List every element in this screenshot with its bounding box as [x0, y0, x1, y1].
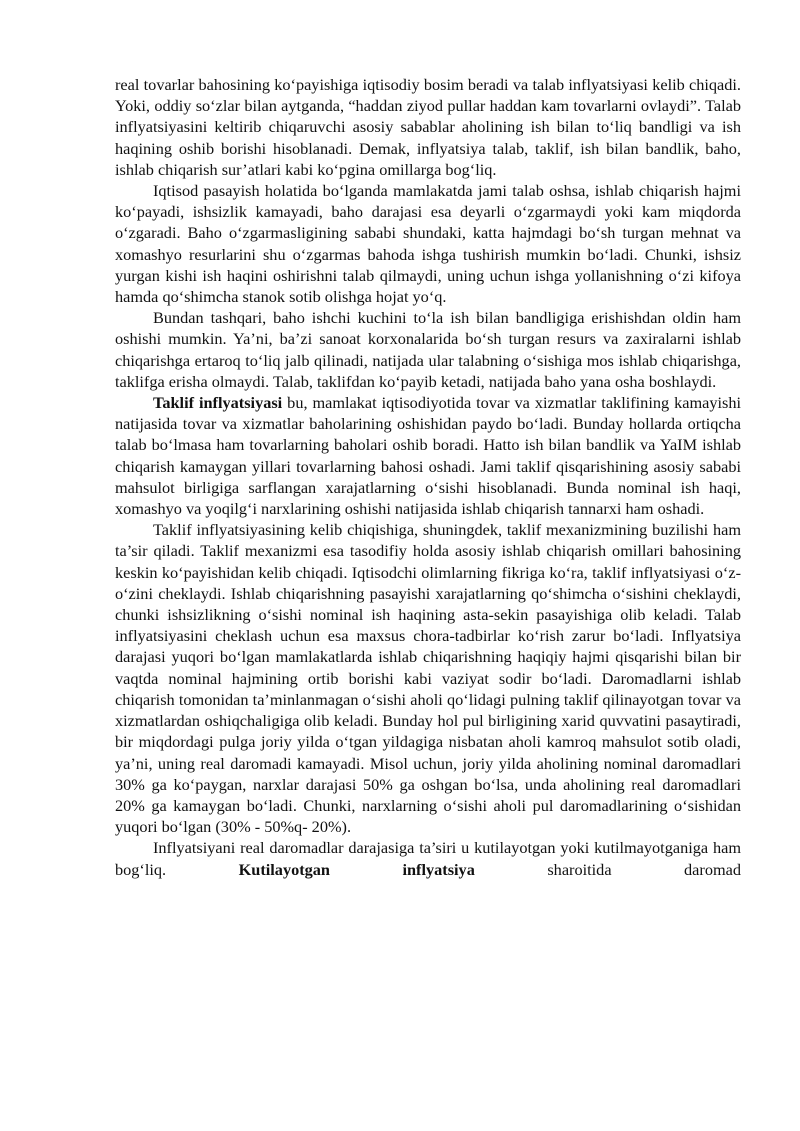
paragraph-1-text: real tovarlar bahosining koʻpayishiga iqtisodiy bosim beradi va talab inflyatsiyasi kelib chiqadi. Yoki, oddiy soʻzlar bilan aytganda, “haddan ziyod pullar haddan kam tovarlarni ovlaydi”. Talab inflyatsiyasini keltirib chiqaruvchi asosiy sabablar aholining ish bilan toʻliq bandligi va ish haqining oshib borishi hisoblanadi. Demak, inflyatsiya talab, taklif, ish bilan bandlik, baho, ishlab chiqarish sur’atlari kabi koʻpgina omillarga bogʻliq.	[115, 75, 741, 179]
paragraph-6-text-start: Inflyatsiyani real daromadlar darajasiga ta’siri u kutilayotgan yoki kutilmayotganiga ham bogʻliq.	[115, 838, 741, 879]
term-expected-inflation: Kutilayotgan inflyatsiya	[238, 859, 475, 879]
paragraph-5-text: Taklif inflyatsiyasining kelib chiqishiga, shuningdek, taklif mexanizmining buzilishi ham ta’sir qiladi. Taklif mexanizmi esa tasodifiy holda asosiy ishlab chiqarish omillari bahosining keskin koʻpayishidan kelib chiqadi. Iqtisodchi olimlarning fikriga koʻra, taklif inflyatsiyasi oʻz-oʻzini cheklaydi. Ishlab chiqarishning pasayishi xarajatlarning qoʻshimcha oʻsishini cheklaydi, chunki ishsizlikning oʻsishi nominal ish haqining asta-sekin pasayishiga olib keladi. Talab inflyatsiyasini cheklash uchun esa maxsus chora-tadbirlar koʻrish zarur boʻladi. Inflyatsiya darajasi yuqori boʻlgan mamlakatlarda ishlab chiqarishning haqiqiy hajmi qisqarishi bilan bir vaqtda nominal hajmining ortib borishi kabi vaziyat sodir boʻladi. Daromadlarni ishlab chiqarish tomonidan ta’minlanmagan oʻsishi aholi qoʻlidagi pulning taklif qilinayotgan tovar va xizmatlardan oshiqchaligiga olib keladi. Bunday hol pul birligining xarid quvvatini pasaytiradi, bir miqdordagi pulga joriy yilda oʻtgan yildagiga nisbatan aholi kamroq mahsulot sotib oladi, ya’ni, uning real daromadi kamayadi. Misol uchun, joriy yilda aholining nominal daromadlari 30% ga koʻpaygan, narxlar darajasi 50% ga oshgan boʻlsa, unda aholining real daromadlari 20% ga kamaygan boʻladi. Chunki, narxlarning oʻsishi aholi pul daromadlarining oʻsishidan yuqori boʻlgan (30% - 50%q- 20%).	[115, 520, 741, 837]
paragraph-6-text-end: sharoitida daromad	[474, 859, 741, 879]
term-supply-inflation: Taklif inflyatsiyasi	[153, 393, 283, 413]
paragraph-2	[115, 180, 741, 307]
paragraph-1	[115, 74, 741, 180]
paragraph-3	[115, 307, 741, 392]
paragraph-3-text: Bundan tashqari, baho ishchi kuchini toʻla ish bilan bandligiga erishishdan oldin ham oshishi mumkin. Ya’ni, ba’zi sanoat korxonalarida boʻsh turgan resurs va zaxiralarni ishlab chiqarishga ertaroq toʻliq jalb qilinadi, natijada ular talabning oʻsishiga mos ishlab chiqarishga, taklifga erisha olmaydi. Talab, taklifdan koʻpayib ketadi, natijada baho yana osha boshlaydi.	[115, 308, 741, 391]
paragraph-6	[115, 837, 741, 879]
paragraph-4-text: bu, mamlakat iqtisodiyotida tovar va xizmatlar taklifining kamayishi natijasida tovar va xizmatlar baholarining oshishidan paydo boʻladi. Bunday hollarda ortiqcha talab boʻlmasa ham tovarlarning baholari oshib boradi. Hatto ish bilan bandlik va YaIM ishlab chiqarish kamaygan yillari tovarlarning bahosi oshadi. Jami taklif qisqarishining asosiy sababi mahsulot birligiga sarflangan xarajatlarning oʻsishi hisoblanadi. Bunda nominal ish haqi, xomashyo va yoqilgʻi narxlarining oshishi natijasida ishlab chiqarish tannarxi ham oshadi.	[115, 393, 742, 519]
paragraph-4	[115, 392, 741, 519]
paragraph-2-text: Iqtisod pasayish holatida boʻlganda mamlakatda jami talab oshsa, ishlab chiqarish hajmi koʻpayadi, ishsizlik kamayadi, baho darajasi esa deyarli oʻzgarmaydi yoki kam miqdorda oʻzgaradi. Baho oʻzgarmasligining sababi shundaki, katta hajmdagi boʻsh turgan mehnat va xomashyo resurlarini shu oʻzgarmas bahoda ishga tushirish mumkin boʻladi. Chunki, ishsiz yurgan kishi ish haqini oshirishni talab qilmaydi, uning uchun ishga yollanishning oʻzi kifoya hamda qoʻshimcha stanok sotib olishga hojat yoʻq.	[115, 181, 741, 307]
paragraph-5	[115, 519, 741, 837]
document-page	[115, 74, 741, 880]
